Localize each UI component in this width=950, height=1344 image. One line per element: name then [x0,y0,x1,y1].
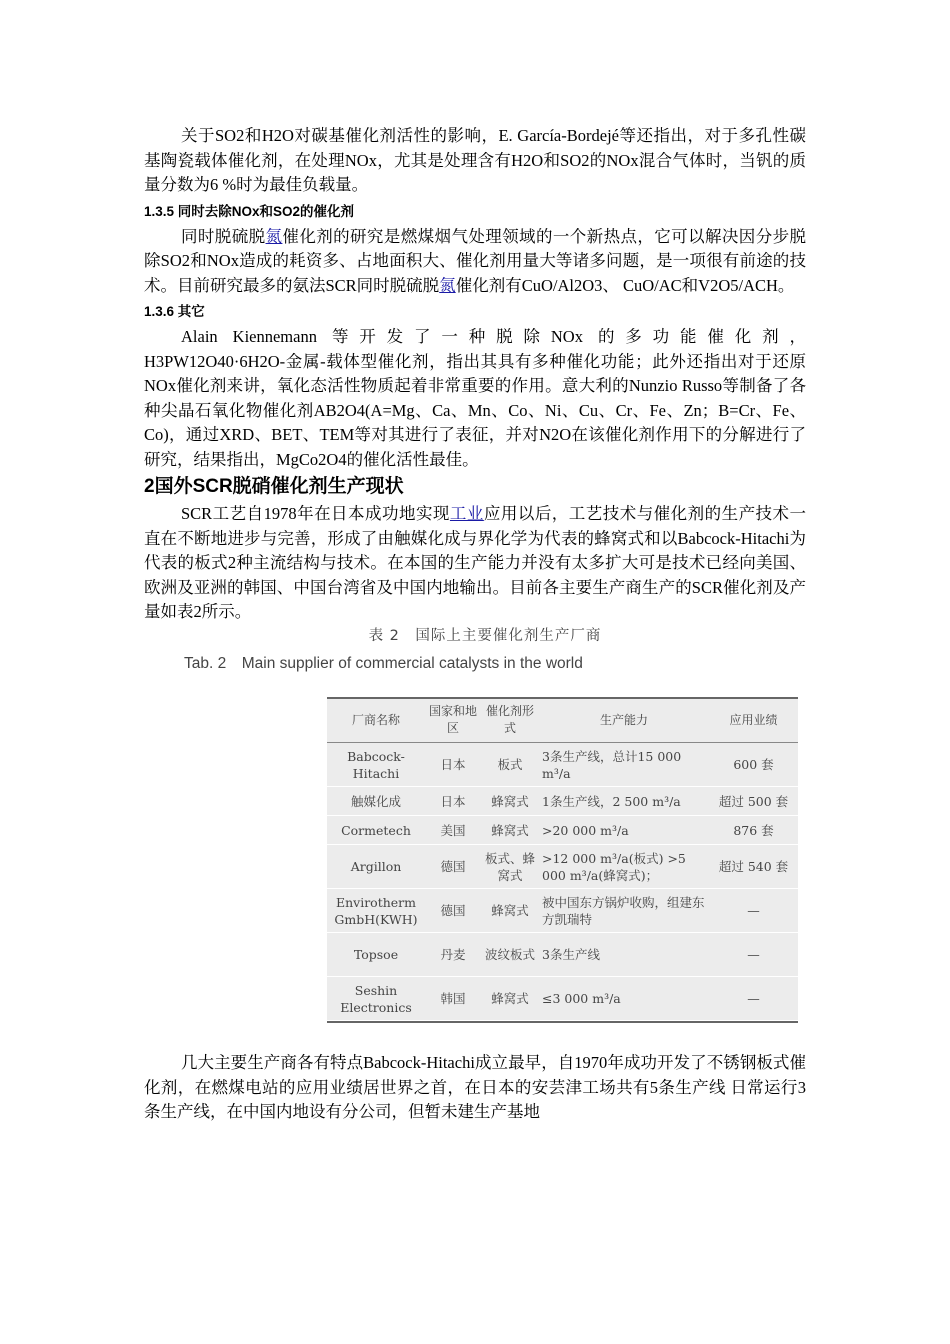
table-cell: ≤3 000 m³/a [542,991,621,1006]
header-manufacturer: 厂商名称 [351,712,400,727]
header-country: 国家和地区 [428,704,477,736]
table-cell: — [747,947,760,962]
table-caption-zh: 表 2 国际上主要催化剂生产厂商 [368,627,602,644]
supplier-table-wrap [327,697,798,1024]
table-row [327,743,798,787]
table-cell: 超过 540 套 [718,859,789,874]
table-cell: 板式、蜂窝式 [484,850,535,883]
table-cell: 1条生产线，2 500 m³/a [542,793,681,809]
table-cell: 丹麦 [440,947,466,962]
table-cell: 3条生产线，总计15 000 m³/a [542,748,682,781]
table-cell: 日本 [440,757,466,772]
paragraph-text: 同时脱硫脱 [181,226,266,246]
header-performance: 应用业绩 [729,712,778,727]
table-cell: Seshin Electronics [340,982,412,1015]
industry-link[interactable]: 工业 [449,504,484,523]
table-row [327,845,798,889]
table-row [327,816,798,845]
table-cell: 3条生产线 [542,947,600,962]
table-cell: 蜂窝式 [491,793,529,809]
table-cell: Argillon [350,859,402,874]
table-row [327,787,798,816]
paragraph-text: SCR工艺自1978年在日本成功地实现 [181,504,450,523]
table-2-figure [144,625,806,1024]
paragraph-others-rest: H3PW12O40·6H2O-金属-载体型催化剂，指出其具有多种催化功能；此外还指出对于还原NOx催化剂来讲，氧化态活性物质起着非常重要的作用。意大利的Nunzio Russo等制备了各种尖晶石氧化物催化剂AB2O4(A=Mg、Ca、Mn、Co、Ni、Cu、Cr、Fe、Zn；B=Cr、Fe、Co)，通过XRD、BET、TEM等对其进行了表征，并对N2O在该催化剂作用下的分解进行了研究，结果指出，MgCo2O4的催化活性最佳。 [144,351,806,469]
table-cell: 板式 [497,757,523,772]
heading-1-3-6: 1.3.6 其它 [144,304,205,319]
paragraph-simultaneous-removal [144,225,806,299]
table-cell: 日本 [440,793,466,809]
table-cell: — [747,991,760,1006]
paragraph-text: 催化剂有CuO/Al2O3、 CuO/AC和V2O5/ACH。 [455,275,795,295]
page-content [144,124,806,1125]
table-cell: 波纹板式 [484,947,535,962]
table-cell: Topsoe [353,947,399,962]
table-row [327,977,798,1021]
table-cell: 蜂窝式 [491,991,529,1006]
table-cell: Babcock-Hitachi [347,748,405,781]
table-row [327,889,798,933]
table-cell: 德国 [440,859,466,874]
table-cell: Envirotherm GmbH(KWH) [334,894,418,927]
table-row [327,933,798,977]
table-header-row [327,699,798,743]
table-cell: 600 套 [733,757,774,772]
header-catalyst-form: 催化剂形式 [485,704,534,736]
paragraph-others-line1: Alain Kiennemann 等开发了一种脱除NOx 的多功能催化剂， [181,327,806,346]
nitrogen-link[interactable]: 氮 [265,226,283,246]
table-cell: 德国 [440,903,466,918]
table-cell: 美国 [440,822,466,838]
table-cell: 超过 500 套 [718,793,789,809]
table-cell: — [747,903,760,918]
paragraph-text: 催化剂的研究是燃煤烟气处理领域的一个新热点，它可以解决因分步脱除SO2和NOx造成的耗资多、占地面积大、催化剂用量大等诸多问题，是一项很有前途的技术。目前研究最多的氨法SCR同时脱硫脱 [144,226,807,295]
table-cell: 876 套 [733,822,774,838]
table-cell: 被中国东方锅炉收购，组建东方凯瑞特 [542,894,705,927]
table-cell: 韩国 [440,991,466,1006]
table-cell: >20 000 m³/a [542,822,629,838]
table-caption-en: Tab. 2 Main supplier of commercial catalysts in the world [184,654,583,672]
paragraph-scr-production [144,502,806,625]
table-cell: 蜂窝式 [491,903,529,918]
nitrogen-link[interactable]: 氮 [439,275,456,295]
table-cell: 蜂窝式 [491,822,529,838]
table-cell: >12 000 m³/a(板式) >5 000 m³/a(蜂窝式)； [542,850,686,883]
paragraph-manufacturers: 几大主要生产商各有特点Babcock-Hitachi成立最早，自1970年成功开发了不锈钢板式催化剂，在燃煤电站的应用业绩居世界之首，在日本的安芸津工场共有5条生产线 日常运行3条生产线，在中国内地设有分公司，但暂未建生产基地 [144,1053,806,1121]
table-cell: Cormetech [341,822,411,838]
table-cell: 触媒化成 [350,793,401,809]
paragraph-carbon-catalyst: 关于SO2和H2O对碳基催化剂活性的影响，E. García-Bordejé等还指出，对于多孔性碳基陶瓷载体催化剂，在处理NOx，尤其是处理含有H2O和SO2的NOx混合气体时，当钒的质量分数为6 %时为最佳负载量。 [144,126,806,194]
supplier-table [327,699,798,1022]
heading-1-3-5: 1.3.5 同时去除NOx和SO2的催化剂 [144,203,355,219]
paragraph-text: 应用以后，工艺技术与催化剂的生产技术一直在不断地进步与完善，形成了由触媒化成与界化学为代表的蜂窝式和以Babcock-Hitachi为代表的板式2种主流结构与技术。在本国的生产能力并没有太多扩大可是技术已经向美国、欧洲及亚洲的韩国、中国台湾省及中国内地输出。目前各主要生产商生产的SCR催化剂及产量如表2所示。 [144,504,807,621]
section-2-title: 2国外SCR脱硝催化剂生产现状 [144,476,404,497]
header-capacity: 生产能力 [599,712,648,727]
